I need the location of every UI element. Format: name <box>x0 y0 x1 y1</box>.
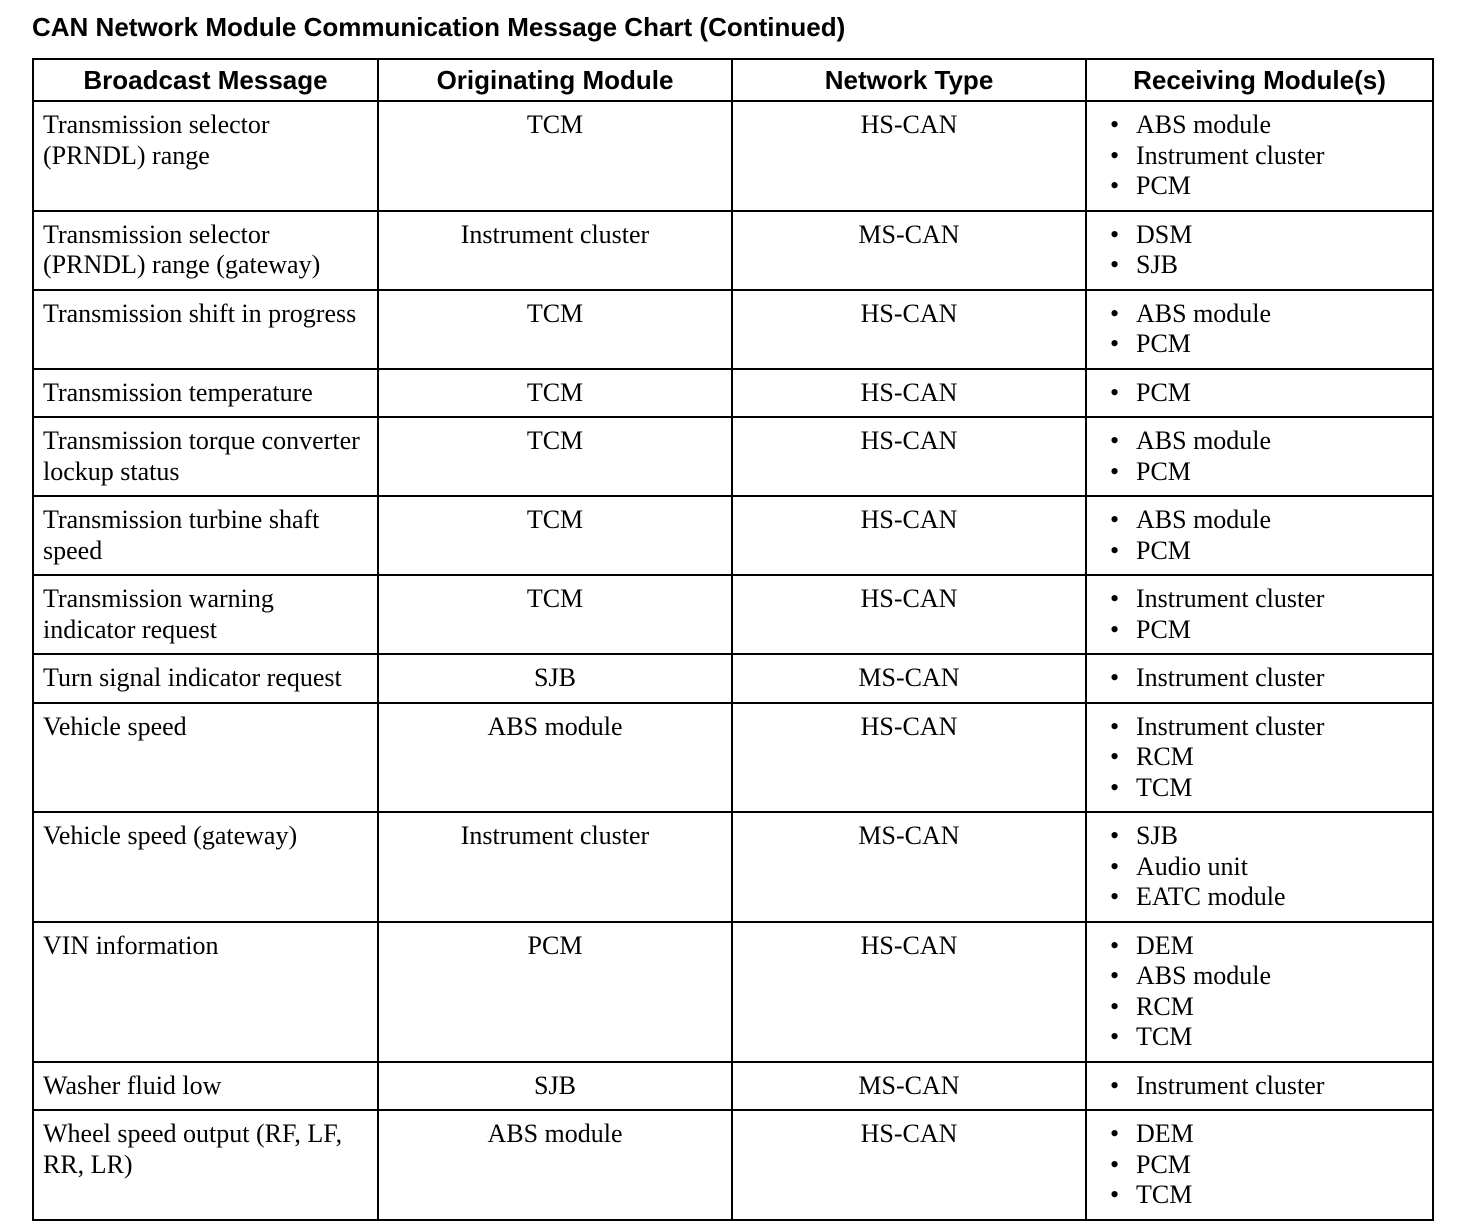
receiving-modules-list <box>1095 663 1424 694</box>
broadcast-message-cell: Transmission temperature <box>33 369 378 418</box>
broadcast-message-cell: Washer fluid low <box>33 1062 378 1111</box>
receiving-module-item: • PCM <box>1104 171 1424 202</box>
network-type-cell: HS-CAN <box>732 1110 1086 1220</box>
receiving-module-item: • RCM <box>1104 742 1424 773</box>
receiving-modules-list <box>1095 505 1424 566</box>
network-type-cell: HS-CAN <box>732 417 1086 496</box>
receiving-module-item: • PCM <box>1104 457 1424 488</box>
broadcast-message-cell: Transmission shift in progress <box>33 290 378 369</box>
receiving-module-item: • TCM <box>1104 1180 1424 1211</box>
table-row <box>33 812 1433 922</box>
receiving-module-item: • PCM <box>1104 1150 1424 1181</box>
originating-module-cell: TCM <box>378 575 732 654</box>
receiving-modules-cell <box>1086 290 1433 369</box>
table-body <box>33 101 1433 1220</box>
receiving-modules-cell <box>1086 575 1433 654</box>
column-header-receiving-modules: Receiving Module(s) <box>1086 59 1433 101</box>
receiving-module-item: • PCM <box>1104 536 1424 567</box>
receiving-modules-cell <box>1086 812 1433 922</box>
column-header-network-type: Network Type <box>732 59 1086 101</box>
receiving-module-item: • Instrument cluster <box>1104 712 1424 743</box>
message-chart-table <box>32 58 1434 1221</box>
receiving-modules-cell <box>1086 211 1433 290</box>
broadcast-message-cell: Turn signal indicator request <box>33 654 378 703</box>
receiving-modules-cell <box>1086 703 1433 813</box>
receiving-modules-cell <box>1086 101 1433 211</box>
receiving-module-item: • TCM <box>1104 773 1424 804</box>
receiving-modules-cell <box>1086 1110 1433 1220</box>
broadcast-message-cell: Wheel speed output (RF, LF, RR, LR) <box>33 1110 378 1220</box>
receiving-module-item: • EATC module <box>1104 882 1424 913</box>
receiving-module-item: • SJB <box>1104 821 1424 852</box>
network-type-cell: MS-CAN <box>732 1062 1086 1111</box>
receiving-modules-list <box>1095 1119 1424 1211</box>
network-type-cell: HS-CAN <box>732 290 1086 369</box>
receiving-module-item: • SJB <box>1104 250 1424 281</box>
table-row <box>33 922 1433 1062</box>
originating-module-cell: Instrument cluster <box>378 211 732 290</box>
receiving-modules-list <box>1095 220 1424 281</box>
receiving-module-item: • ABS module <box>1104 299 1424 330</box>
receiving-modules-list <box>1095 426 1424 487</box>
table-header <box>33 59 1433 101</box>
receiving-module-item: • RCM <box>1104 992 1424 1023</box>
broadcast-message-cell: Vehicle speed (gateway) <box>33 812 378 922</box>
originating-module-cell: PCM <box>378 922 732 1062</box>
receiving-modules-list <box>1095 821 1424 913</box>
receiving-module-item: • Instrument cluster <box>1104 141 1424 172</box>
receiving-modules-list <box>1095 1071 1424 1102</box>
receiving-modules-list <box>1095 712 1424 804</box>
receiving-modules-cell <box>1086 417 1433 496</box>
broadcast-message-cell: Vehicle speed <box>33 703 378 813</box>
network-type-cell: HS-CAN <box>732 922 1086 1062</box>
network-type-cell: HS-CAN <box>732 575 1086 654</box>
broadcast-message-cell: Transmission torque converter lockup status <box>33 417 378 496</box>
network-type-cell: MS-CAN <box>732 812 1086 922</box>
broadcast-message-cell: Transmission selector (PRNDL) range <box>33 101 378 211</box>
column-header-broadcast-message: Broadcast Message <box>33 59 378 101</box>
receiving-module-item: • DSM <box>1104 220 1424 251</box>
originating-module-cell: TCM <box>378 369 732 418</box>
table-row <box>33 703 1433 813</box>
receiving-modules-list <box>1095 299 1424 360</box>
table-row <box>33 417 1433 496</box>
originating-module-cell: TCM <box>378 290 732 369</box>
receiving-module-item: • Instrument cluster <box>1104 584 1424 615</box>
receiving-modules-list <box>1095 931 1424 1053</box>
receiving-modules-cell <box>1086 496 1433 575</box>
network-type-cell: HS-CAN <box>732 369 1086 418</box>
originating-module-cell: Instrument cluster <box>378 812 732 922</box>
broadcast-message-cell: VIN information <box>33 922 378 1062</box>
receiving-module-item: • PCM <box>1104 615 1424 646</box>
table-row <box>33 654 1433 703</box>
table-row <box>33 369 1433 418</box>
originating-module-cell: TCM <box>378 417 732 496</box>
receiving-modules-cell <box>1086 654 1433 703</box>
network-type-cell: MS-CAN <box>732 654 1086 703</box>
receiving-modules-list <box>1095 110 1424 202</box>
receiving-module-item: • ABS module <box>1104 961 1424 992</box>
receiving-module-item: • Audio unit <box>1104 852 1424 883</box>
receiving-module-item: • ABS module <box>1104 110 1424 141</box>
receiving-modules-cell <box>1086 1062 1433 1111</box>
broadcast-message-cell: Transmission warning indicator request <box>33 575 378 654</box>
receiving-modules-cell <box>1086 922 1433 1062</box>
receiving-module-item: • ABS module <box>1104 426 1424 457</box>
table-row <box>33 575 1433 654</box>
receiving-modules-list <box>1095 584 1424 645</box>
originating-module-cell: SJB <box>378 1062 732 1111</box>
originating-module-cell: ABS module <box>378 703 732 813</box>
receiving-module-item: • Instrument cluster <box>1104 663 1424 694</box>
receiving-modules-list <box>1095 378 1424 409</box>
table-row <box>33 101 1433 211</box>
column-header-originating-module: Originating Module <box>378 59 732 101</box>
table-row <box>33 1110 1433 1220</box>
originating-module-cell: TCM <box>378 101 732 211</box>
broadcast-message-cell: Transmission selector (PRNDL) range (gateway) <box>33 211 378 290</box>
receiving-module-item: • TCM <box>1104 1022 1424 1053</box>
table-row <box>33 496 1433 575</box>
originating-module-cell: TCM <box>378 496 732 575</box>
network-type-cell: MS-CAN <box>732 211 1086 290</box>
network-type-cell: HS-CAN <box>732 101 1086 211</box>
receiving-module-item: • DEM <box>1104 1119 1424 1150</box>
receiving-module-item: • ABS module <box>1104 505 1424 536</box>
receiving-module-item: • PCM <box>1104 378 1424 409</box>
chart-title: CAN Network Module Communication Message Chart (Continued) <box>32 12 846 42</box>
receiving-module-item: • Instrument cluster <box>1104 1071 1424 1102</box>
network-type-cell: HS-CAN <box>732 496 1086 575</box>
header-row <box>33 59 1433 101</box>
table-row <box>33 211 1433 290</box>
originating-module-cell: ABS module <box>378 1110 732 1220</box>
receiving-module-item: • PCM <box>1104 329 1424 360</box>
broadcast-message-cell: Transmission turbine shaft speed <box>33 496 378 575</box>
receiving-modules-cell <box>1086 369 1433 418</box>
originating-module-cell: SJB <box>378 654 732 703</box>
network-type-cell: HS-CAN <box>732 703 1086 813</box>
table-row <box>33 290 1433 369</box>
receiving-module-item: • DEM <box>1104 931 1424 962</box>
table-row <box>33 1062 1433 1111</box>
